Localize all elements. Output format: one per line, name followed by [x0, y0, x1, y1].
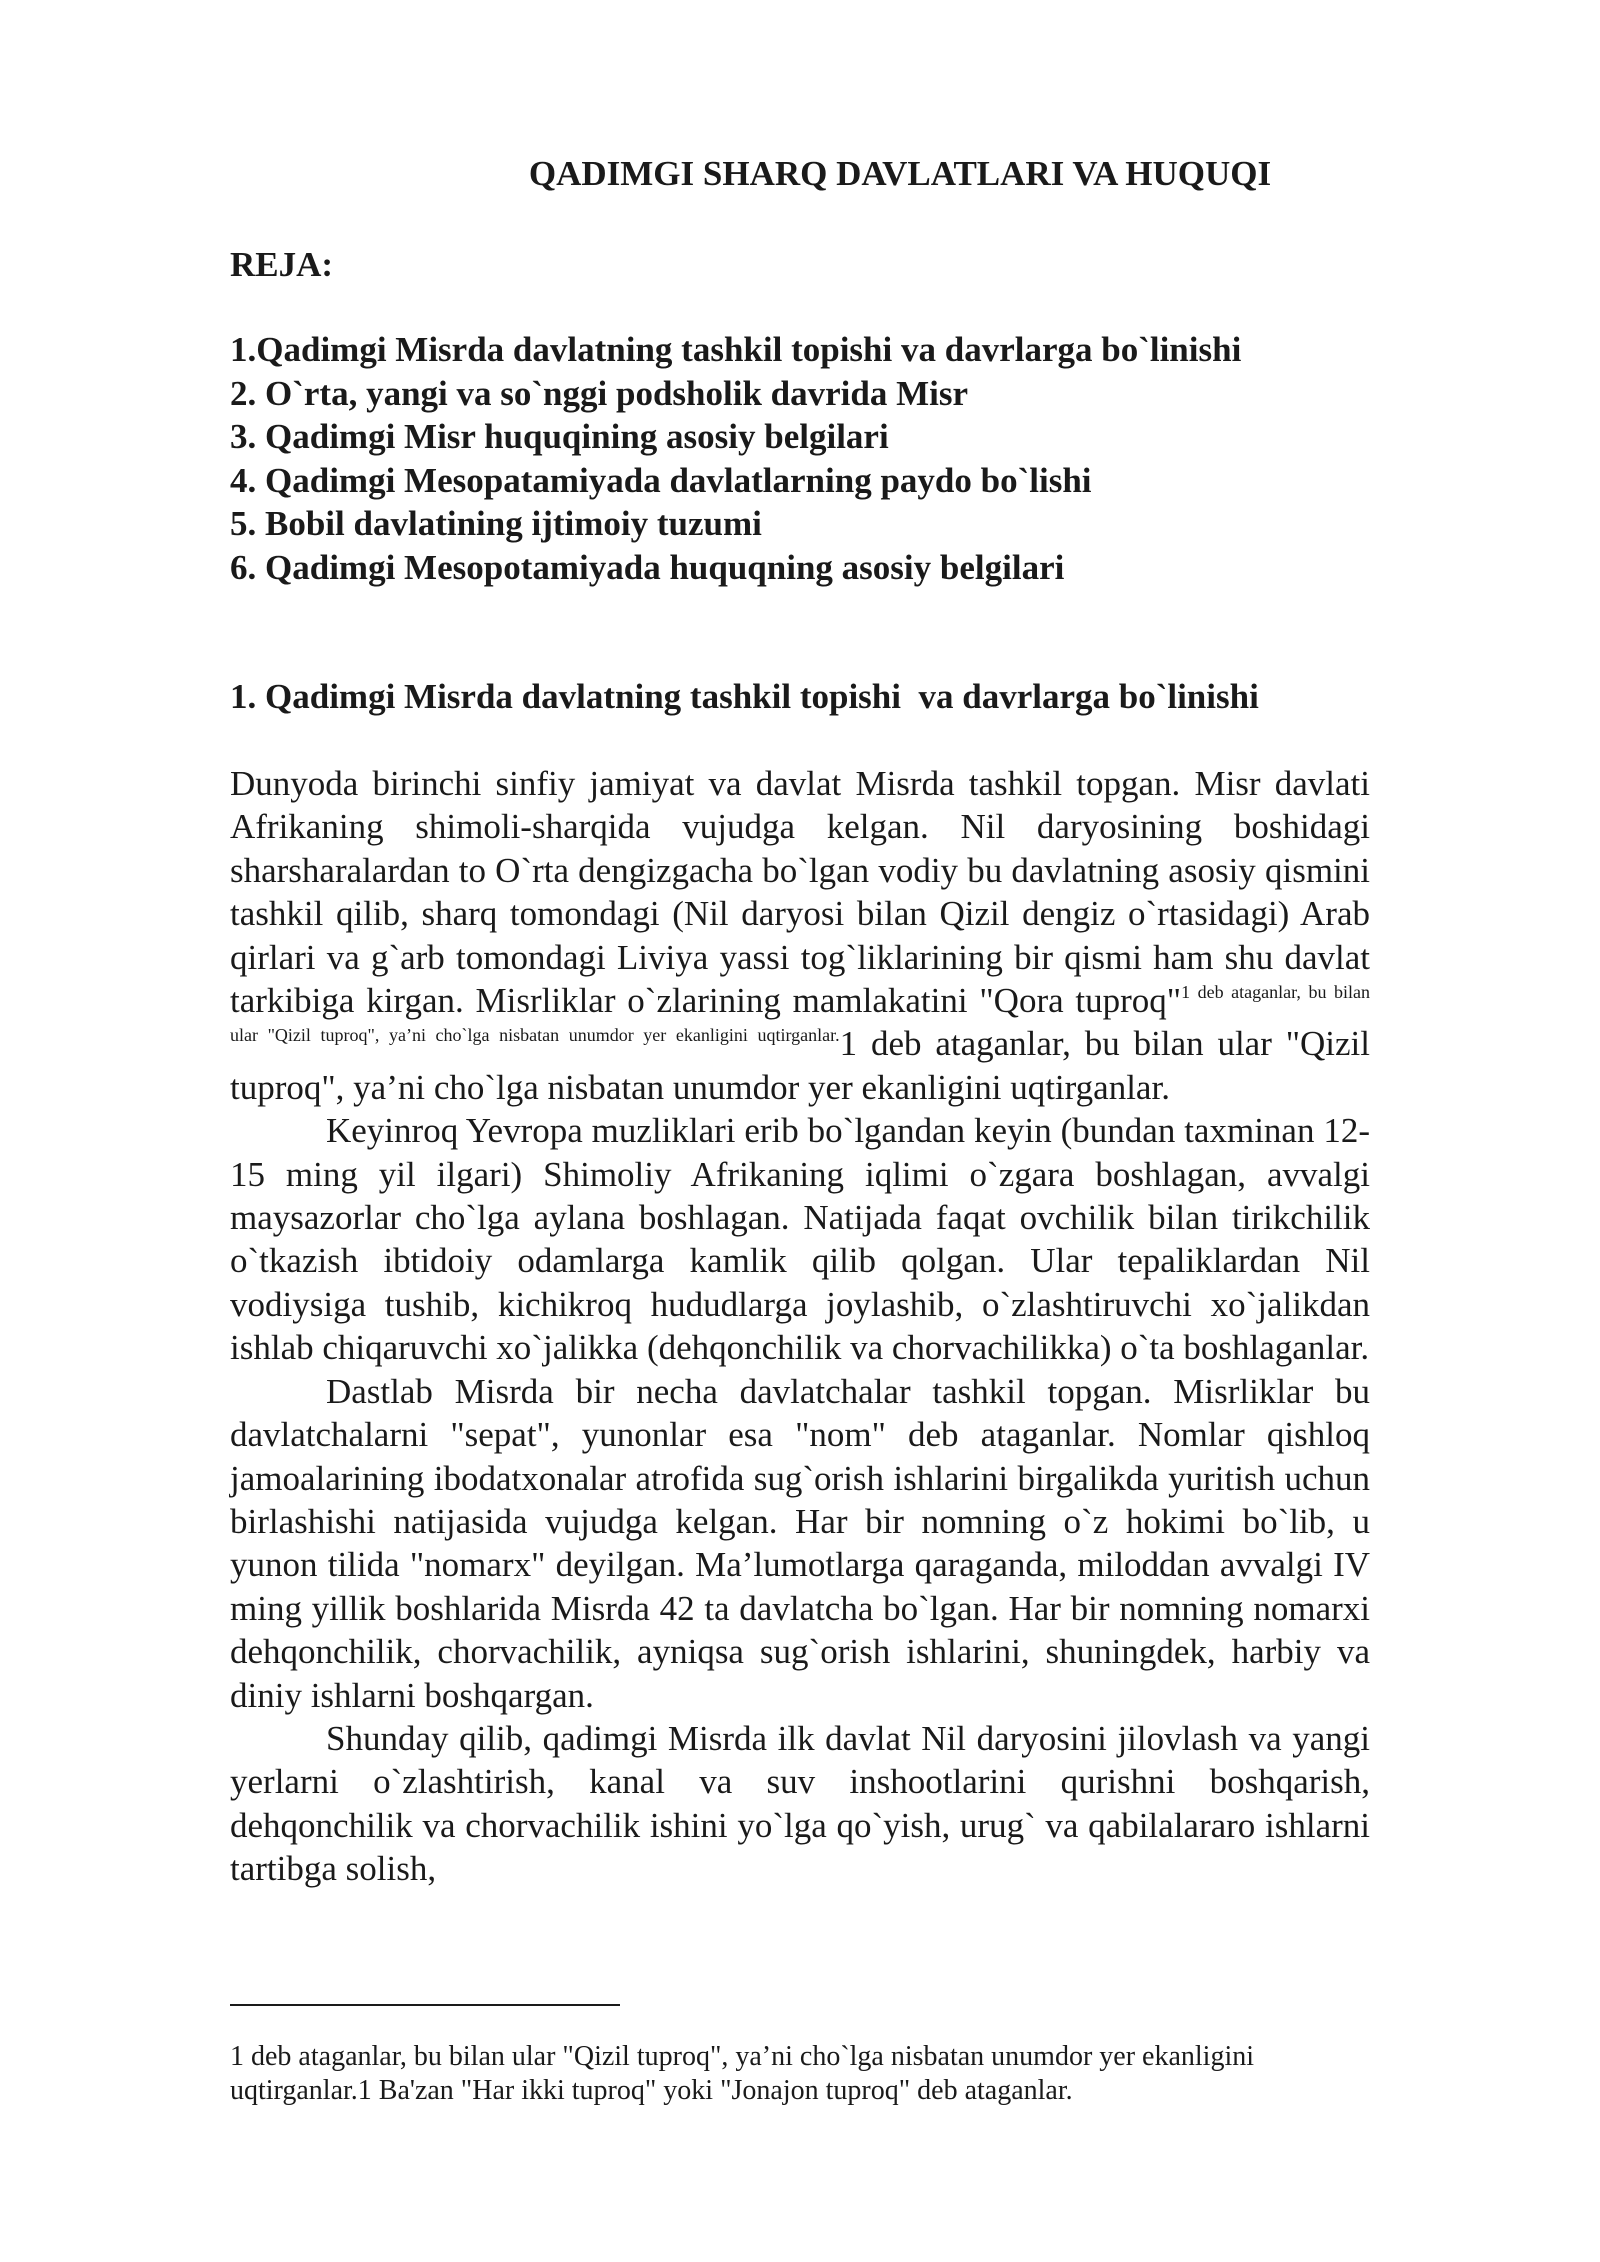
paragraph-text: Dunyoda birinchi sinfiy jamiyat va davlat Misrda tashkil topgan. Misr davlati Afrikaning shimoli-sharqida vujudga kelgan. Nil daryosining boshidagi sharsharalardan to O`rta dengizgacha bo`lgan vodiy bu davlatning asosiy qismini tashkil qilib, sharq tomondagi (Nil daryosi bilan Qizil dengiz o`rtasidagi) Arab qirlari va g`arb tomondagi Liviya yassi tog`liklarining bir qismi ham shu davlat tarkibiga kirgan. Misrliklar o`zlarining mamlakatini "Qora tuproq": [230, 764, 1370, 1021]
plan-item: 1.Qadimgi Misrda davlatning tashkil topishi va davrlarga bo`linishi: [230, 330, 1242, 369]
plan-list: [230, 328, 1380, 589]
section-heading: 1. Qadimgi Misrda davlatning tashkil topishi va davrlarga bo`linishi: [230, 677, 1259, 716]
paragraph-text: 1 deb ataganlar, bu bilan ular "Qizil tuproq", ya’ni cho`lga nisbatan unumdor yer ekanligini uqtirganlar.: [230, 1024, 1370, 1107]
paragraph: Shunday qilib, qadimgi Misrda ilk davlat Nil daryosini jilovlash va yangi yerlarni o`zlashtirish, kanal va suv inshootlarini qurishni boshqarish, dehqonchilik va chorvachilik ishini yo`lga qo`yish, urug` va qabilalararo ishlarni tartibga solish,: [230, 1718, 1370, 1889]
document-title: QADIMGI SHARQ DAVLATLARI VA HUQUQI: [528, 154, 1272, 193]
plan-item: 2. O`rta, yangi va so`nggi podsholik davrida Misr: [230, 373, 969, 413]
paragraph: Keyinroq Yevropa muzliklari erib bo`lgandan keyin (bundan taxminan 12-15 ming yil ilgari) Shimoliy Afrikaning iqlimi o`zgara boshlagan, avvalgi maysazorlar cho`lga aylana boshlagan. Natijada faqat ovchilik bilan tirikchilik o`tkazish ibtidoiy odamlarga kamlik qilib qolgan. Ular tepaliklardan Nil vodiysiga tushib, kichikroq hududlarga joylashib, o`zlashtiruvchi xo`jalikdan ishlab chiqaruvchi xo`jalikka (dehqonchilik va chorvachilikka) o`ta boshlaganlar.: [230, 1111, 1370, 1368]
footnote-reference: 1 deb ataganlar, bu bilan ular "Qizil tuproq", ya’ni cho`lga nisbatan unumdor yer ekanligini uqtirganlar.: [230, 982, 1370, 1046]
plan-item: 4. Qadimgi Mesopatamiyada davlatlarning paydo bo`lishi: [230, 460, 1092, 500]
plan-label: REJA:: [230, 245, 334, 284]
plan-item: 5. Bobil davlatining ijtimoiy tuzumi: [230, 504, 762, 543]
plan-item: 6. Qadimgi Mesopotamiyada huquqning asosiy belgilari: [230, 547, 1065, 587]
body-text: [230, 762, 1370, 1891]
footnote: 1 deb ataganlar, bu bilan ular "Qizil tuproq", ya’ni cho`lga nisbatan unumdor yer ekanligini uqtirganlar.1 Ba'zan "Har ikki tuproq" yoki "Jonajon tuproq" deb ataganlar.: [230, 2041, 1254, 2106]
paragraph: [230, 762, 1370, 1109]
plan-item: 3. Qadimgi Misr huquqining asosiy belgilari: [230, 417, 889, 456]
paragraph: Dastlab Misrda bir necha davlatchalar tashkil topgan. Misrliklar bu davlatchalarni "sepat", yunonlar esa "nom" deb ataganlar. Nomlar qishloq jamoalarining ibodatxonalar atrofida sug`orish ishlarini birgalikda yuritish uchun birlashishi natijasida vujudga kelgan. Har bir nomning o`z hokimi bo`lib, u yunon tilida "nomarx" deyilgan. Ma’lumotlarga qaraganda, miloddan avvalgi IV ming yillik boshlarida Misrda 42 ta davlatcha bo`lgan. Har bir nomning nomarxi dehqonchilik, chorvachilik, ayniqsa sug`orish ishlarini, shuningdek, harbiy va diniy ishlarni boshqargan.: [230, 1371, 1370, 1715]
footnote-separator: [230, 2004, 620, 2006]
